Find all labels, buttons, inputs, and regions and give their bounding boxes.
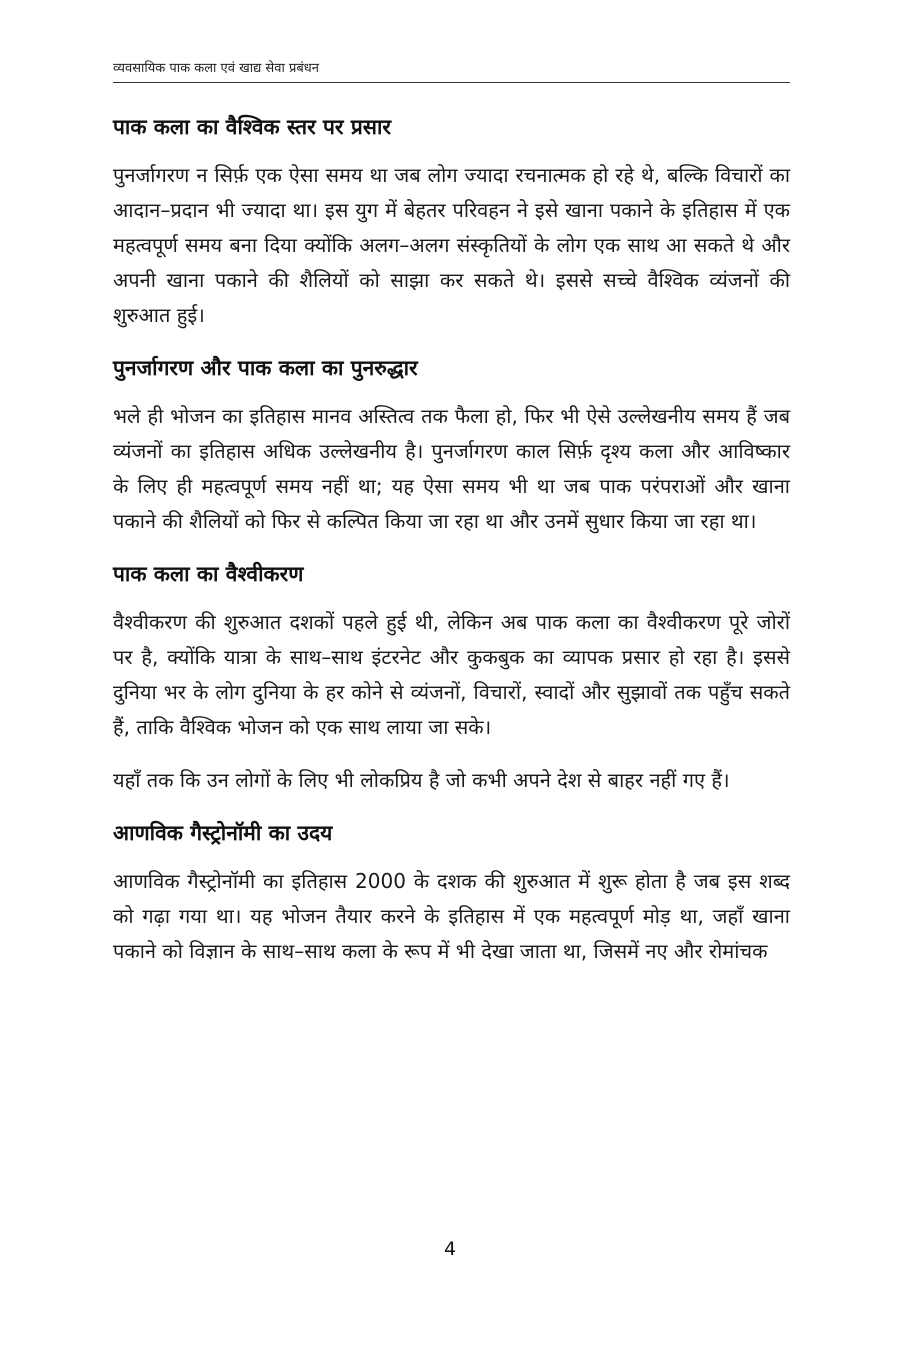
section-heading: पाक कला का वैश्वीकरण [113,562,304,586]
section-heading: आणविक गैस्ट्रोनॉमी का उदय [113,821,333,845]
paragraph: भले ही भोजन का इतिहास मानव अस्तित्व तक फैला हो, फिर भी ऐसे उल्लेखनीय समय हैं जब व्यंजनों का इतिहास अधिक उल्लेखनीय है। पुनर्जागरण काल सिर्फ़ दृश्य कला और आविष्कार के लिए ही महत्वपूर्ण समय नहीं था; यह ऐसा समय भी था जब पाक परंपराओं और खाना पकाने की शैलियों को फिर से कल्पित किया जा रहा था और उनमें सुधार किया जा रहा था। [113,404,790,533]
section-heading: पुनर्जागरण और पाक कला का पुनरुद्धार [113,356,418,380]
paragraph: आणविक गैस्ट्रोनॉमी का इतिहास 2000 के दशक की शुरुआत में शुरू होता है जब इस शब्द को गढ़ा गया था। यह भोजन तैयार करने के इतिहास में एक महत्वपूर्ण मोड़ था, जहाँ खाना पकाने को विज्ञान के साथ–साथ कला के रूप में भी देखा जाता था, जिसमें नए और रोमांचक [113,869,790,963]
page-body [113,110,790,987]
running-header: व्यवसायिक पाक कला एवं खाद्य सेवा प्रबंधन [113,61,319,76]
paragraph: यहाँ तक कि उन लोगों के लिए भी लोकप्रिय है जो कभी अपने देश से बाहर नहीं गए हैं। [113,768,730,792]
header-divider [113,82,790,83]
paragraph: पुनर्जागरण न सिर्फ़ एक ऐसा समय था जब लोग ज्यादा रचनात्मक हो रहे थे, बल्कि विचारों का आदान–प्रदान भी ज्यादा था। इस युग में बेहतर परिवहन ने इसे खाना पकाने के इतिहास में एक महत्वपूर्ण समय बना दिया क्योंकि अलग–अलग संस्कृतियों के लोग एक साथ आ सकते थे और अपनी खाना पकाने की शैलियों को साझा कर सकते थे। इससे सच्चे वैश्विक व्यंजनों की शुरुआत हुई। [113,163,790,327]
paragraph: वैश्वीकरण की शुरुआत दशकों पहले हुई थी, लेकिन अब पाक कला का वैश्वीकरण पूरे जोरों पर है, क्योंकि यात्रा के साथ–साथ इंटरनेट और कुकबुक का व्यापक प्रसार हो रहा है। इससे दुनिया भर के लोग दुनिया के हर कोने से व्यंजनों, विचारों, स्वादों और सुझावों तक पहुँच सकते हैं, ताकि वैश्विक भोजन को एक साथ लाया जा सके। [113,610,790,739]
section-heading: पाक कला का वैश्विक स्तर पर प्रसार [113,115,391,139]
page-number: 4 [443,1238,457,1260]
